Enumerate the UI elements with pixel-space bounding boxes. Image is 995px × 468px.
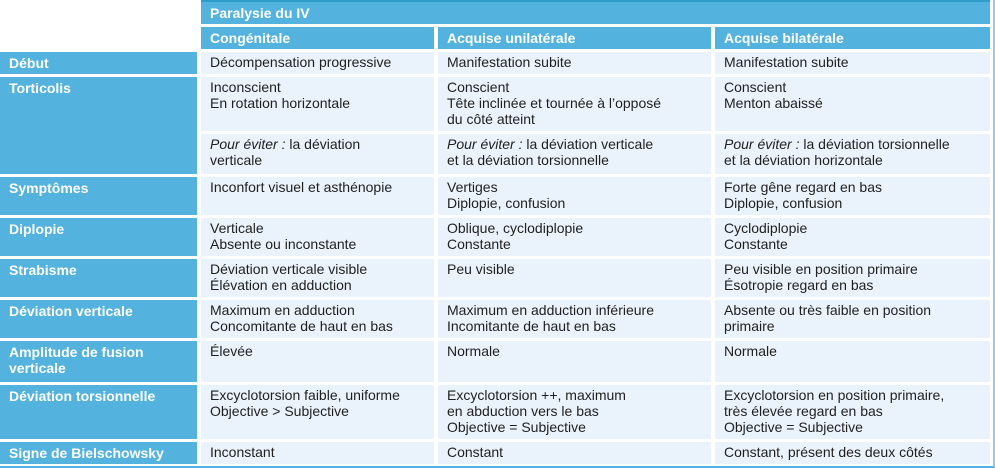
cell-line: Normale [447, 343, 500, 359]
cell-line: très élevée regard en bas [724, 403, 883, 419]
row-label: Diplopie [0, 218, 197, 256]
table-cell [438, 300, 711, 338]
cell-line: Diplopie, confusion [447, 195, 566, 211]
row-label: Déviation verticale [0, 300, 197, 338]
cell-line: Objective = Subjective [724, 419, 863, 435]
cell-line: Inconstant [210, 444, 275, 460]
cell-line: Absente ou inconstante [210, 236, 357, 252]
cell-line: Menton abaissé [724, 95, 823, 111]
italic-note: Pour éviter : [724, 136, 804, 152]
cell-line: Concomitante de haut en bas [210, 318, 393, 334]
table-cell [715, 442, 990, 464]
table-cell [438, 77, 711, 131]
row-label: Symptômes [0, 177, 197, 215]
table-cell [201, 341, 434, 382]
cell-line: Oblique, cyclodiplopie [447, 220, 584, 236]
row-label: Début [0, 52, 197, 74]
column-header-acquise-bilaterale: Acquise bilatérale [715, 27, 990, 49]
cell-line: Maximum en adduction [210, 302, 355, 318]
table-title: Paralysie du IV [201, 0, 990, 24]
cell-line: primaire [724, 318, 775, 334]
cell-line: Incomitante de haut en bas [447, 318, 616, 334]
table-cell [715, 341, 990, 382]
table-cell [201, 442, 434, 464]
table-cell [201, 52, 434, 74]
cell-line: Vertiges [447, 179, 498, 195]
table-cell [201, 77, 434, 131]
table-cell [438, 218, 711, 256]
cell-line: Peu visible en position primaire [724, 261, 918, 277]
table-cell [715, 177, 990, 215]
column-header-congenitale: Congénitale [201, 27, 434, 49]
table-cell [715, 218, 990, 256]
table-cell [201, 300, 434, 338]
table-cell [201, 218, 434, 256]
table-cell [715, 300, 990, 338]
cell-line: Constant [447, 444, 504, 460]
row-label: Torticolis [0, 77, 197, 174]
cell-line: Maximum en adduction inférieure [447, 302, 654, 318]
cell-line: Constant, présent des deux côtés [724, 444, 933, 460]
cell-line: Excyclotorsion en position primaire, [724, 387, 945, 403]
table-cell [201, 259, 434, 297]
cell-line: Élévation en adduction [210, 277, 352, 293]
cell-line: Absente ou très faible en position [724, 302, 932, 318]
cell-line: Normale [724, 343, 777, 359]
cell-line: Objective > Subjective [210, 403, 349, 419]
cell-line: Forte gêne regard en bas [724, 179, 882, 195]
cell-line: et la déviation horizontale [724, 152, 883, 168]
cell-line: du côté atteint [447, 111, 535, 127]
table-cell [715, 259, 990, 297]
cell-line: Excyclotorsion ++, maximum [447, 387, 626, 403]
cell-line: Déviation verticale visible [210, 261, 368, 277]
table-cell [438, 341, 711, 382]
table-cell [715, 77, 990, 131]
cell-line: Diplopie, confusion [724, 195, 843, 211]
row-label: Amplitude de fusion verticale [0, 341, 197, 382]
italic-note: Pour éviter : [210, 136, 290, 152]
italic-note: Pour éviter : [447, 136, 527, 152]
cell-line: Peu visible [447, 261, 515, 277]
cell-line: Constante [724, 236, 788, 252]
table-cell [438, 442, 711, 464]
table-cell [201, 134, 434, 174]
table-cell [438, 177, 711, 215]
cell-line: Manifestation subite [724, 54, 849, 70]
cell-line: Ésotropie regard en bas [724, 277, 874, 293]
column-header-acquise-unilaterale: Acquise unilatérale [438, 27, 711, 49]
cell-line: Conscient [447, 79, 510, 95]
cell-line: verticale [210, 152, 263, 168]
table-cell [715, 385, 990, 439]
cell-line: Conscient [724, 79, 787, 95]
cell-line: en abduction vers le bas [447, 403, 599, 419]
cell-line: Tête inclinée et tournée à l’opposé [447, 95, 662, 111]
cell-line: Pour éviter : la déviation verticale [447, 136, 654, 152]
table-cell [201, 177, 434, 215]
cell-line: Verticale [210, 220, 264, 236]
cell-line: Décompensation progressive [210, 54, 392, 70]
cell-line: Élevée [210, 343, 253, 359]
table-cell [715, 52, 990, 74]
table-cell [715, 134, 990, 174]
cell-line: et la déviation torsionnelle [447, 152, 609, 168]
table-cell [438, 134, 711, 174]
table-cell [438, 52, 711, 74]
cell-line: Constante [447, 236, 511, 252]
cell-line: Cyclodiplopie [724, 220, 808, 236]
cell-line: Inconscient [210, 79, 281, 95]
cell-line: Pour éviter : la déviation [210, 136, 361, 152]
cell-line: Objective = Subjective [447, 419, 586, 435]
cell-line: Inconfort visuel et asthénopie [210, 179, 393, 195]
table-cell [438, 259, 711, 297]
row-label: Déviation torsionnelle [0, 385, 197, 439]
table-cell [201, 385, 434, 439]
table-cell [438, 385, 711, 439]
cell-line: Pour éviter : la déviation torsionnelle [724, 136, 950, 152]
cell-line: Excyclotorsion faible, uniforme [210, 387, 400, 403]
row-label: Strabisme [0, 259, 197, 297]
row-label: Signe de Bielschowsky [0, 442, 197, 464]
cell-line: Manifestation subite [447, 54, 572, 70]
cell-line: En rotation horizontale [210, 95, 351, 111]
